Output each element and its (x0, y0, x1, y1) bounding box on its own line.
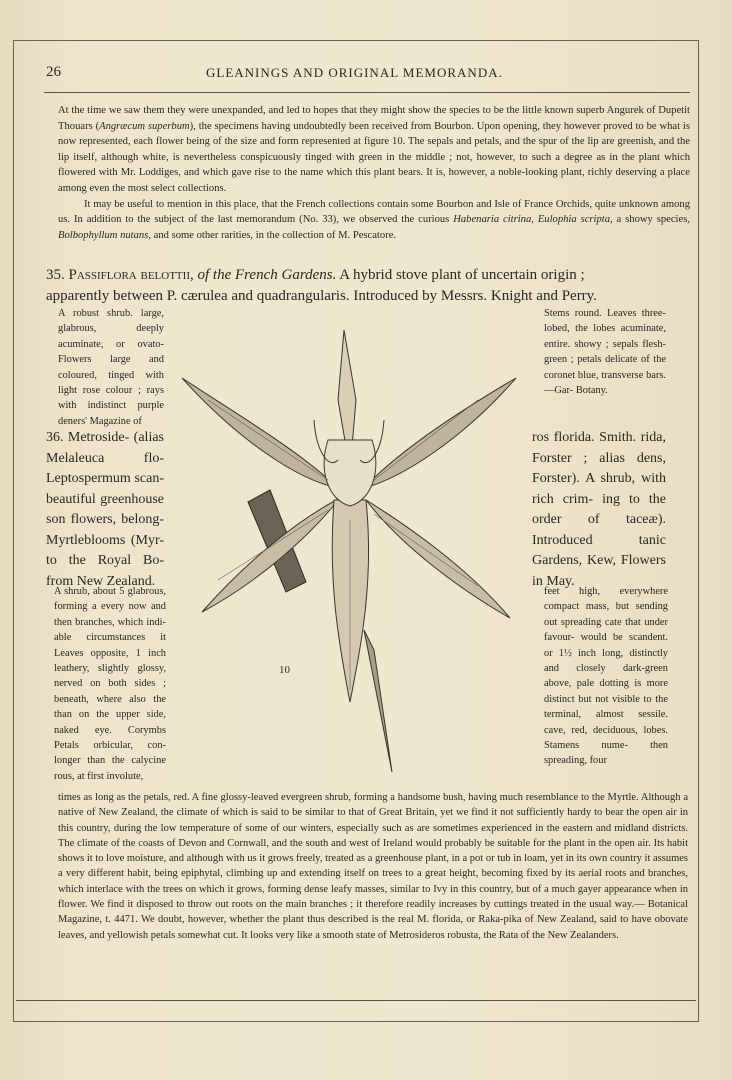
left-column-2: A shrub, about 5 glabrous, forming a every now and then branches, which indi- able circumstances it Leaves opposite, 1 inch leathery, slightly glossy, nerved on both sides ; beneath, where also the than on the upper side, naked eye. Corymbs Petals orbicular, con- longer than the calycine rous, at first involute, (54, 586, 166, 782)
entry-36-left: 36. Metroside- (alias Melaleuca flo- Leptospermum scan- beautiful greenhouse son flowers, belong- Myrtleblooms (Myr- to the Royal Bo- from New Zealand. (46, 430, 164, 589)
header-rule (44, 92, 690, 93)
figure-number: 10 (279, 664, 290, 676)
intro-paragraph-2: It may be useful to mention in this place, that the French collections contain some Bourbon and Isle of France Orchids, quite unknown among us. In addition to the subject of the last memorandum (No. 33), we observed the curious Habenaria citrina, Eulophia scripta, a showy species, Bolbophyllum nutans, and some other rarities, in the collection of M. Pescatore. (58, 198, 690, 241)
right-column-2: feet high, everywhere compact mass, but sending out spreading cate that under favour- would be scandent. or 1½ inch long, distinctly and closely dark-green above, pale dotting is more distinct but not visible to the terminal, almost sessile. cave, red, deciduous, lobes. Stamens nume- then spreading, four (544, 586, 668, 767)
running-header (46, 64, 688, 86)
flower-illustration (178, 320, 523, 790)
running-title: GLEANINGS AND ORIGINAL MEMORANDA. (206, 65, 503, 80)
entry-36-continuation: times as long as the petals, red. A fine glossy-leaved evergreen shrub, forming a handsome bush, having much resemblance to the Myrtle. Although a native of New Zealand, the climate of which is said to be similar to that of Great Britain, yet we find it not sufficiently hardy to bear the open air in this country, during the low temperature of some of our winters, especially such as are sometimes experienced in the eastern and midland districts. The climate of the coasts of Devon and Cornwall, and the south and west of Ireland would probably be suitable for the plant in the open air. Its habit shows it to love moisture, and although with us it grows freely, treated as a greenhouse plant, in a pot or tub in loam, yet in its own country it assumes a very different habit, being epiphytal, climbing up and extending itself on trees to a great height, becoming fixed by its aerial roots and branches, which interlace with the trees on which it grows, forming dense leafy masses, similar to Ivy in this country, but of a much gayer appearance when in flower. We find it disposed to throw out roots on the main branches ; it therefore readily increases by cuttings treated in the usual way.— Botanical Magazine, t. 4471. We doubt, however, whether the plant thus described is the real M. florida, or Raka-pika of New Zealand, said to have obovate leaves, and yellowish petals somewhat cut. It looks very like a smooth state of Metrosideros robusta, the Rata of the New Zealanders. (58, 792, 688, 941)
intro-paragraph-1: At the time we saw them they were unexpanded, and led to hopes that they might show the species to be the little known superb Angurek of Dupetit Thouars (Angræcum superbum), the specimens having undoubtedly been received from Bourbon. Upon opening, they however proved to be what is now represented, each flower being of the size and form represented at figure 10. The sepals and petals, and the spur of the lip are greenish, and the lip itself, although white, is nevertheless conspicuously tinged with green in the middle ; not, however, to such a degree as in the plant which flowered with Mr. Loddiges, and which gave rise to the name which this plant bears. It is, however, a noble-looking plant, richly deserving a place among even the most select collections. (58, 105, 690, 194)
right-column-1: Stems round. Leaves three-lobed, the lobes acuminate, entire. showy ; sepals flesh- green ; petals delicate of the coronet blue, transverse bars.—Gar- Botany. (544, 308, 666, 397)
intro-text (58, 103, 690, 243)
page-number: 26 (46, 64, 61, 80)
left-column-1: A robust shrub. large, glabrous, deeply acuminate, or ovato- Flowers large and coloured, tinged with light rose colour ; rays with indistinct purple deners' Magazine of (58, 308, 164, 427)
entry-35-heading: 35. Passiflora belottii, of the French Gardens. A hybrid stove plant of uncertain origin ; apparently between P. cærulea and quadrangularis. Introduced by Messrs. Knight and Perry. (46, 267, 597, 304)
entry-36-right: ros florida. Smith. rida, Forster ; alias dens, Forster). A shrub, with rich crim- ing to the order of taceæ). Introduced tanic Gardens, Kew, Flowers in May. (532, 430, 666, 589)
footer-rule (16, 1000, 696, 1001)
